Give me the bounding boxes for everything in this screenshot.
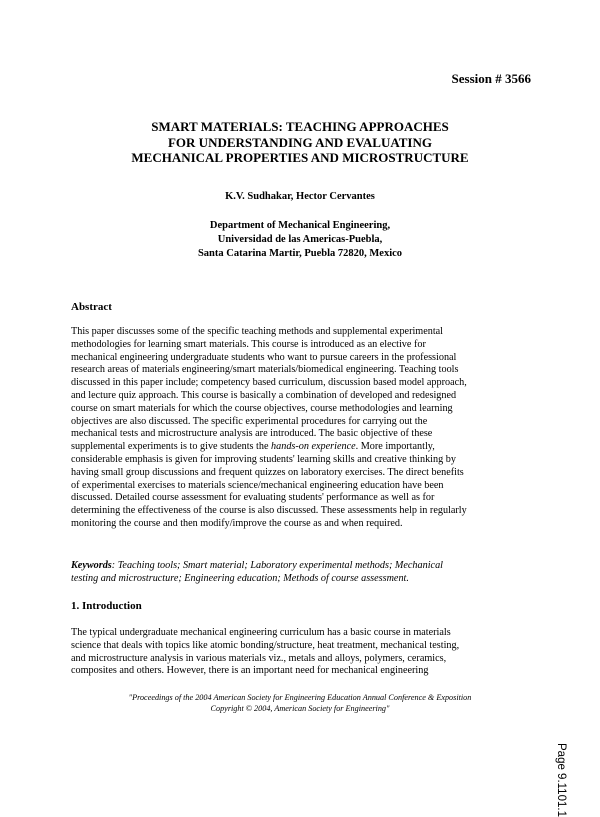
- keywords-text: testing and microstructure; Engineering education; Methods of course assessment.: [71, 572, 409, 584]
- abstract-line: monitoring the course and then modify/improve the course as and when required.: [71, 517, 403, 529]
- keywords-line: [71, 560, 543, 573]
- abstract-line-emphasis: [71, 441, 543, 454]
- page-stamp: Page 9.1101.1: [555, 743, 567, 817]
- footer-line: Copyright © 2004, American Society for Engineering": [210, 704, 390, 713]
- affiliation-line: Department of Mechanical Engineering,: [209, 220, 391, 231]
- abstract-line: of experimental exercises to materials science/mechanical engineering education have been: [71, 479, 444, 491]
- paper-title: [60, 119, 540, 166]
- abstract-line: mechanical tests and microstructure analysis are introduced. The basic objective of these: [71, 428, 433, 440]
- keywords-label: Keywords: [71, 560, 112, 571]
- emphasis-text: hands-on experience: [271, 441, 356, 453]
- abstract-body: [71, 326, 543, 531]
- title-line: MECHANICAL PROPERTIES AND MICROSTRUCTURE: [131, 150, 469, 165]
- abstract-line: considerable emphasis is given for improving students' learning skills and creative thinking by: [71, 453, 456, 465]
- affiliation: [60, 219, 540, 261]
- abstract-line: discussed. Detailed course assessment for evaluating students' performance as well as for: [71, 492, 435, 504]
- abstract-heading: Abstract: [71, 301, 112, 313]
- introduction-body: [71, 627, 543, 678]
- session-number: Session # 3566: [451, 71, 531, 86]
- keywords-line: [71, 573, 543, 586]
- abstract-line: having small group discussions and frequent quizzes on laboratory exercises. The direct benefits: [71, 466, 464, 478]
- abstract-line: discussed in this paper include; competency based curriculum, discussion based model approach,: [71, 377, 467, 389]
- introduction-line: composites and others. However, there is an important need for mechanical engineering: [71, 665, 429, 677]
- abstract-line: objectives are also discussed. The specific experimental procedures for carrying out the: [71, 415, 428, 427]
- keywords-text: : Teaching tools; Smart material; Laboratory experimental methods; Mechanical: [111, 560, 443, 571]
- abstract-line: determining the effectiveness of the course is also discussed. These assessments help in regularly: [71, 505, 467, 517]
- abstract-line: research areas of materials engineering/smart materials/biomedical engineering. Teaching tools: [71, 364, 459, 376]
- keywords: [71, 560, 543, 586]
- copyright-footer: [60, 692, 540, 714]
- affiliation-line: Santa Catarina Martir, Puebla 72820, Mexico: [197, 248, 403, 259]
- affiliation-line: Universidad de las Americas-Puebla,: [217, 234, 383, 245]
- introduction-line: science that deals with topics like atomic bonding/structure, heat treatment, mechanical testing,: [71, 639, 460, 651]
- footer-line: "Proceedings of the 2004 American Society for Engineering Education Annual Conference & Exposition: [128, 693, 472, 702]
- abstract-line: This paper discusses some of the specific teaching methods and supplemental experimental: [71, 326, 444, 337]
- abstract-line: methodologies for learning smart materials. This course is introduced as an elective for: [71, 338, 426, 350]
- abstract-line: course on smart materials for which the course objectives, course methodologies and learning: [71, 402, 453, 414]
- authors: K.V. Sudhakar, Hector Cervantes: [225, 191, 375, 202]
- introduction-heading: 1. Introduction: [71, 600, 142, 612]
- abstract-line: and lecture quiz approach. This course is basically a combination of developed and redesigned: [71, 389, 457, 401]
- abstract-text: . More importantly,: [355, 441, 435, 453]
- introduction-line: The typical undergraduate mechanical engineering curriculum has a basic course in materials: [71, 627, 451, 638]
- title-line: FOR UNDERSTANDING AND EVALUATING: [167, 134, 432, 150]
- title-line: SMART MATERIALS: TEACHING APPROACHES: [151, 119, 449, 134]
- introduction-line: and microstructure analysis in various materials viz., metals and alloys, polymers, ceramics,: [71, 652, 447, 664]
- abstract-line: mechanical engineering undergraduate students who want to pursue careers in the professional: [71, 351, 457, 363]
- abstract-text: supplemental experiments is to give students the: [71, 441, 272, 453]
